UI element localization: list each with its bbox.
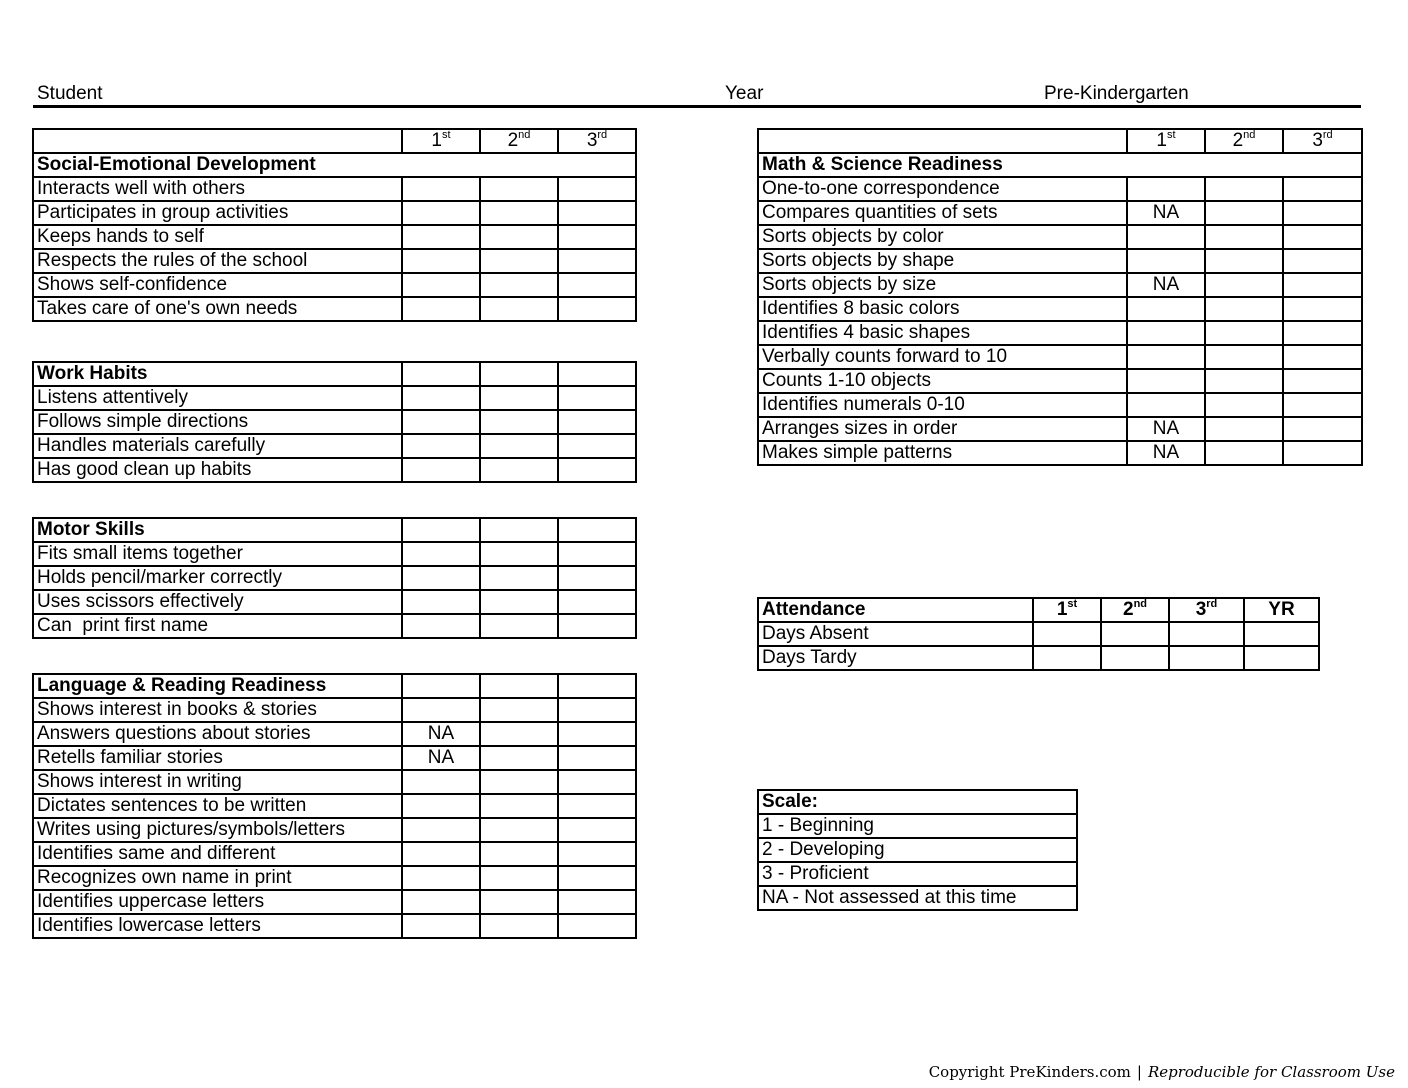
blank-cell xyxy=(558,518,636,542)
attendance-label: Days Tardy xyxy=(758,646,1033,670)
grade-cell-2nd[interactable] xyxy=(480,866,558,890)
skill-label: Handles materials carefully xyxy=(33,434,402,458)
skill-row xyxy=(758,369,1362,393)
language-reading-table xyxy=(32,673,637,939)
grade-cell-3rd[interactable] xyxy=(558,177,636,201)
grade-cell-3rd[interactable] xyxy=(558,698,636,722)
grade-cell-1st[interactable] xyxy=(402,201,480,225)
grade-cell-1st[interactable] xyxy=(402,566,480,590)
skill-label: Sorts objects by color xyxy=(758,225,1127,249)
skill-row xyxy=(33,410,636,434)
skill-label: Answers questions about stories xyxy=(33,722,402,746)
skill-row xyxy=(758,249,1362,273)
grade-cell-1st[interactable] xyxy=(1127,345,1205,369)
grade-cell-2nd[interactable] xyxy=(480,458,558,482)
grade-cell-2nd[interactable] xyxy=(1205,417,1283,441)
skill-label: Verbally counts forward to 10 xyxy=(758,345,1127,369)
section-title: Social-Emotional Development xyxy=(33,153,636,177)
skill-label: Listens attentively xyxy=(33,386,402,410)
skill-label: Follows simple directions xyxy=(33,410,402,434)
grade-cell-2nd[interactable] xyxy=(480,914,558,938)
skill-label: Identifies uppercase letters xyxy=(33,890,402,914)
period-3-header: 3rd xyxy=(1169,598,1244,622)
grade-cell-3rd[interactable] xyxy=(1283,417,1362,441)
grade-cell-3rd[interactable] xyxy=(1283,201,1362,225)
skill-row xyxy=(33,818,636,842)
blank-cell xyxy=(558,674,636,698)
scale-row xyxy=(758,838,1077,862)
scale-row xyxy=(758,814,1077,838)
grade-cell-3rd[interactable] xyxy=(558,386,636,410)
grade-cell-2nd[interactable] xyxy=(480,542,558,566)
scale-item: 2 - Developing xyxy=(758,838,1077,862)
grade-cell-2nd[interactable] xyxy=(1205,273,1283,297)
grade-cell-1st[interactable] xyxy=(402,698,480,722)
grade-cell-3rd[interactable] xyxy=(558,770,636,794)
grade-cell-3rd[interactable] xyxy=(558,794,636,818)
skill-row xyxy=(33,542,636,566)
grade-cell-3rd[interactable] xyxy=(1283,369,1362,393)
grade-cell-3rd[interactable] xyxy=(1283,177,1362,201)
period-1-header: 1st xyxy=(402,129,480,153)
grade-cell-3rd[interactable] xyxy=(558,914,636,938)
skill-label: Dictates sentences to be written xyxy=(33,794,402,818)
grade-cell-3rd[interactable] xyxy=(558,866,636,890)
attendance-row xyxy=(758,646,1319,670)
skill-row xyxy=(33,770,636,794)
skill-label: Shows self-confidence xyxy=(33,273,402,297)
grade-cell-2nd[interactable] xyxy=(1205,369,1283,393)
scale-row xyxy=(758,862,1077,886)
grade-cell-3rd[interactable] xyxy=(558,225,636,249)
skill-label: Uses scissors effectively xyxy=(33,590,402,614)
section-title-row xyxy=(33,362,636,386)
skill-row xyxy=(758,441,1362,465)
attendance-cell-yr[interactable] xyxy=(1244,646,1319,670)
grade-cell-1st[interactable] xyxy=(402,434,480,458)
section-title-row xyxy=(33,674,636,698)
skill-label: One-to-one correspondence xyxy=(758,177,1127,201)
attendance-label: Days Absent xyxy=(758,622,1033,646)
skill-row xyxy=(33,842,636,866)
skill-label: Identifies same and different xyxy=(33,842,402,866)
grade-cell-3rd[interactable] xyxy=(558,746,636,770)
grade-cell-1st[interactable] xyxy=(1127,393,1205,417)
skill-row xyxy=(33,914,636,938)
grade-cell-2nd[interactable] xyxy=(1205,321,1283,345)
skill-row xyxy=(33,722,636,746)
grade-cell-2nd[interactable] xyxy=(1205,393,1283,417)
grade-cell-3rd[interactable] xyxy=(558,297,636,321)
math-science-table xyxy=(757,128,1363,466)
skill-label: Holds pencil/marker correctly xyxy=(33,566,402,590)
grade-cell-3rd[interactable] xyxy=(558,566,636,590)
skill-row xyxy=(758,273,1362,297)
grade-cell-2nd[interactable] xyxy=(480,434,558,458)
grade-cell-2nd[interactable] xyxy=(480,818,558,842)
grade-cell-1st[interactable] xyxy=(402,410,480,434)
grade-cell-3rd[interactable] xyxy=(558,434,636,458)
skill-row xyxy=(33,698,636,722)
grade-cell-1st[interactable] xyxy=(402,386,480,410)
skill-row xyxy=(33,746,636,770)
section-title: Motor Skills xyxy=(33,518,402,542)
attendance-row xyxy=(758,622,1319,646)
section-title-row xyxy=(758,153,1362,177)
grade-cell-3rd[interactable] xyxy=(558,410,636,434)
scale-item: 3 - Proficient xyxy=(758,862,1077,886)
grade-cell-2nd[interactable] xyxy=(480,794,558,818)
skill-row xyxy=(33,177,636,201)
grade-cell-2nd[interactable] xyxy=(480,842,558,866)
skill-row xyxy=(758,345,1362,369)
grade-cell-1st[interactable] xyxy=(402,249,480,273)
skill-row xyxy=(33,866,636,890)
copyright-text: Copyright PreKinders.com xyxy=(928,1063,1131,1081)
grade-cell-1st[interactable]: NA xyxy=(1127,441,1205,465)
scale-item: NA - Not assessed at this time xyxy=(758,886,1077,910)
grade-cell-3rd[interactable] xyxy=(558,249,636,273)
grade-cell-1st[interactable] xyxy=(1127,297,1205,321)
grade-cell-2nd[interactable] xyxy=(480,386,558,410)
grade-cell-2nd[interactable] xyxy=(1205,177,1283,201)
skill-label: Recognizes own name in print xyxy=(33,866,402,890)
skill-label: Identifies numerals 0-10 xyxy=(758,393,1127,417)
grade-cell-3rd[interactable] xyxy=(558,614,636,638)
grade-cell-3rd[interactable] xyxy=(1283,345,1362,369)
skill-label: Has good clean up habits xyxy=(33,458,402,482)
grade-cell-2nd[interactable] xyxy=(1205,249,1283,273)
blank-cell xyxy=(480,674,558,698)
grade-cell-2nd[interactable] xyxy=(1205,441,1283,465)
attendance-cell-2nd[interactable] xyxy=(1101,622,1169,646)
period-2-header: 2nd xyxy=(1205,129,1283,153)
reproducible-note: Reproducible for Classroom Use xyxy=(1147,1063,1395,1081)
grade-cell-2nd[interactable] xyxy=(1205,297,1283,321)
period-1-header: 1st xyxy=(1127,129,1205,153)
header-rule xyxy=(33,105,1361,108)
skill-row xyxy=(33,225,636,249)
attendance-header-row xyxy=(758,598,1319,622)
scale-title: Scale: xyxy=(758,790,1077,814)
grade-cell-3rd[interactable] xyxy=(1283,321,1362,345)
grade-cell-2nd[interactable] xyxy=(480,770,558,794)
grade-cell-1st[interactable] xyxy=(1127,369,1205,393)
grade-cell-1st[interactable]: NA xyxy=(402,746,480,770)
blank-cell xyxy=(758,129,1127,153)
year-label: Year xyxy=(725,83,764,104)
scale-row xyxy=(758,886,1077,910)
skill-label: Fits small items together xyxy=(33,542,402,566)
skill-row xyxy=(758,417,1362,441)
work-habits-table xyxy=(32,361,637,483)
section-title: Math & Science Readiness xyxy=(758,153,1362,177)
student-label: Student xyxy=(37,83,103,104)
grade-cell-1st[interactable] xyxy=(1127,177,1205,201)
period-3-header: 3rd xyxy=(1283,129,1362,153)
motor-skills-table xyxy=(32,517,637,639)
attendance-cell-2nd[interactable] xyxy=(1101,646,1169,670)
skill-label: Respects the rules of the school xyxy=(33,249,402,273)
skill-label: Arranges sizes in order xyxy=(758,417,1127,441)
grade-cell-1st[interactable] xyxy=(402,914,480,938)
grade-cell-3rd[interactable] xyxy=(1283,273,1362,297)
skill-label: Makes simple patterns xyxy=(758,441,1127,465)
grade-cell-3rd[interactable] xyxy=(558,842,636,866)
skill-row xyxy=(33,614,636,638)
attendance-table xyxy=(757,597,1320,671)
period-2-header: 2nd xyxy=(480,129,558,153)
attendance-cell-yr[interactable] xyxy=(1244,622,1319,646)
grade-cell-1st[interactable] xyxy=(402,890,480,914)
period-3-header: 3rd xyxy=(558,129,636,153)
grade-cell-2nd[interactable] xyxy=(480,410,558,434)
skill-row xyxy=(33,890,636,914)
skill-label: Keeps hands to self xyxy=(33,225,402,249)
period-header-row xyxy=(758,129,1362,153)
skill-label: Shows interest in writing xyxy=(33,770,402,794)
grade-cell-1st[interactable] xyxy=(402,225,480,249)
skill-row xyxy=(33,794,636,818)
skill-row xyxy=(33,249,636,273)
grade-cell-1st[interactable] xyxy=(402,818,480,842)
skill-row xyxy=(758,225,1362,249)
grade-cell-1st[interactable]: NA xyxy=(402,722,480,746)
blank-cell xyxy=(480,518,558,542)
grade-cell-1st[interactable] xyxy=(402,842,480,866)
scale-title-row xyxy=(758,790,1077,814)
section-title: Language & Reading Readiness xyxy=(33,674,402,698)
skill-row xyxy=(758,201,1362,225)
blank-cell xyxy=(480,362,558,386)
social-emotional-table xyxy=(32,128,637,322)
skill-label: Compares quantities of sets xyxy=(758,201,1127,225)
skill-row xyxy=(758,321,1362,345)
period-2-header: 2nd xyxy=(1101,598,1169,622)
skill-label: Identifies 4 basic shapes xyxy=(758,321,1127,345)
skill-label: Can print first name xyxy=(33,614,402,638)
grade-cell-2nd[interactable] xyxy=(480,890,558,914)
blank-cell xyxy=(558,362,636,386)
grade-cell-3rd[interactable] xyxy=(558,273,636,297)
grade-cell-1st[interactable] xyxy=(402,614,480,638)
grade-cell-3rd[interactable] xyxy=(1283,441,1362,465)
grade-cell-2nd[interactable] xyxy=(480,614,558,638)
skill-label: Identifies 8 basic colors xyxy=(758,297,1127,321)
grade-cell-3rd[interactable] xyxy=(558,818,636,842)
grade-cell-3rd[interactable] xyxy=(1283,249,1362,273)
skill-row xyxy=(33,434,636,458)
skill-row xyxy=(33,386,636,410)
grade-label: Pre-Kindergarten xyxy=(1044,83,1189,104)
grade-cell-1st[interactable] xyxy=(402,297,480,321)
blank-cell xyxy=(33,129,402,153)
grade-cell-2nd[interactable] xyxy=(1205,345,1283,369)
grade-cell-3rd[interactable] xyxy=(558,722,636,746)
grade-cell-1st[interactable] xyxy=(402,542,480,566)
period-1-header: 1st xyxy=(1033,598,1101,622)
grade-cell-1st[interactable] xyxy=(1127,225,1205,249)
grade-cell-2nd[interactable] xyxy=(480,746,558,770)
skill-row xyxy=(33,297,636,321)
blank-cell xyxy=(402,518,480,542)
skill-row xyxy=(33,201,636,225)
skill-row xyxy=(758,297,1362,321)
grade-cell-3rd[interactable] xyxy=(1283,393,1362,417)
grade-cell-1st[interactable] xyxy=(1127,321,1205,345)
scale-table xyxy=(757,789,1078,911)
skill-row xyxy=(758,393,1362,417)
year-total-header: YR xyxy=(1244,598,1319,622)
skill-label: Retells familiar stories xyxy=(33,746,402,770)
skill-label: Writes using pictures/symbols/letters xyxy=(33,818,402,842)
skill-label: Counts 1-10 objects xyxy=(758,369,1127,393)
skill-label: Sorts objects by size xyxy=(758,273,1127,297)
grade-cell-1st[interactable] xyxy=(402,177,480,201)
grade-cell-1st[interactable] xyxy=(402,866,480,890)
grade-cell-3rd[interactable] xyxy=(558,542,636,566)
attendance-title: Attendance xyxy=(758,598,1033,622)
skill-row xyxy=(758,177,1362,201)
skill-label: Sorts objects by shape xyxy=(758,249,1127,273)
skill-label: Participates in group activities xyxy=(33,201,402,225)
section-title: Work Habits xyxy=(33,362,402,386)
grade-cell-1st[interactable]: NA xyxy=(1127,273,1205,297)
grade-cell-3rd[interactable] xyxy=(558,890,636,914)
grade-cell-1st[interactable] xyxy=(402,458,480,482)
scale-item: 1 - Beginning xyxy=(758,814,1077,838)
grade-cell-1st[interactable] xyxy=(402,794,480,818)
attendance-cell-1st[interactable] xyxy=(1033,646,1101,670)
attendance-cell-1st[interactable] xyxy=(1033,622,1101,646)
section-title-row xyxy=(33,153,636,177)
grade-cell-1st[interactable] xyxy=(402,770,480,794)
grade-cell-2nd[interactable] xyxy=(480,225,558,249)
grade-cell-1st[interactable] xyxy=(1127,249,1205,273)
skill-label: Takes care of one's own needs xyxy=(33,297,402,321)
grade-cell-2nd[interactable] xyxy=(480,722,558,746)
copyright-footer xyxy=(929,1062,1395,1082)
grade-cell-1st[interactable] xyxy=(402,273,480,297)
attendance-cell-3rd[interactable] xyxy=(1169,646,1244,670)
grade-cell-2nd[interactable] xyxy=(480,177,558,201)
grade-cell-2nd[interactable] xyxy=(480,297,558,321)
attendance-cell-3rd[interactable] xyxy=(1169,622,1244,646)
grade-cell-3rd[interactable] xyxy=(558,458,636,482)
blank-cell xyxy=(402,674,480,698)
skill-label: Shows interest in books & stories xyxy=(33,698,402,722)
grade-cell-3rd[interactable] xyxy=(1283,297,1362,321)
grade-cell-2nd[interactable] xyxy=(480,273,558,297)
period-header-row xyxy=(33,129,636,153)
grade-cell-2nd[interactable] xyxy=(1205,201,1283,225)
grade-cell-1st[interactable] xyxy=(402,590,480,614)
grade-cell-2nd[interactable] xyxy=(480,698,558,722)
skill-row xyxy=(33,273,636,297)
grade-cell-1st[interactable]: NA xyxy=(1127,201,1205,225)
grade-cell-2nd[interactable] xyxy=(480,590,558,614)
grade-cell-3rd[interactable] xyxy=(1283,225,1362,249)
grade-cell-2nd[interactable] xyxy=(480,201,558,225)
grade-cell-3rd[interactable] xyxy=(558,590,636,614)
skill-row xyxy=(33,566,636,590)
section-title-row xyxy=(33,518,636,542)
grade-cell-3rd[interactable] xyxy=(558,201,636,225)
grade-cell-2nd[interactable] xyxy=(1205,225,1283,249)
grade-cell-1st[interactable]: NA xyxy=(1127,417,1205,441)
skill-row xyxy=(33,590,636,614)
skill-row xyxy=(33,458,636,482)
grade-cell-2nd[interactable] xyxy=(480,249,558,273)
skill-label: Interacts well with others xyxy=(33,177,402,201)
footer-separator: | xyxy=(1136,1063,1142,1081)
blank-cell xyxy=(402,362,480,386)
skill-label: Identifies lowercase letters xyxy=(33,914,402,938)
grade-cell-2nd[interactable] xyxy=(480,566,558,590)
